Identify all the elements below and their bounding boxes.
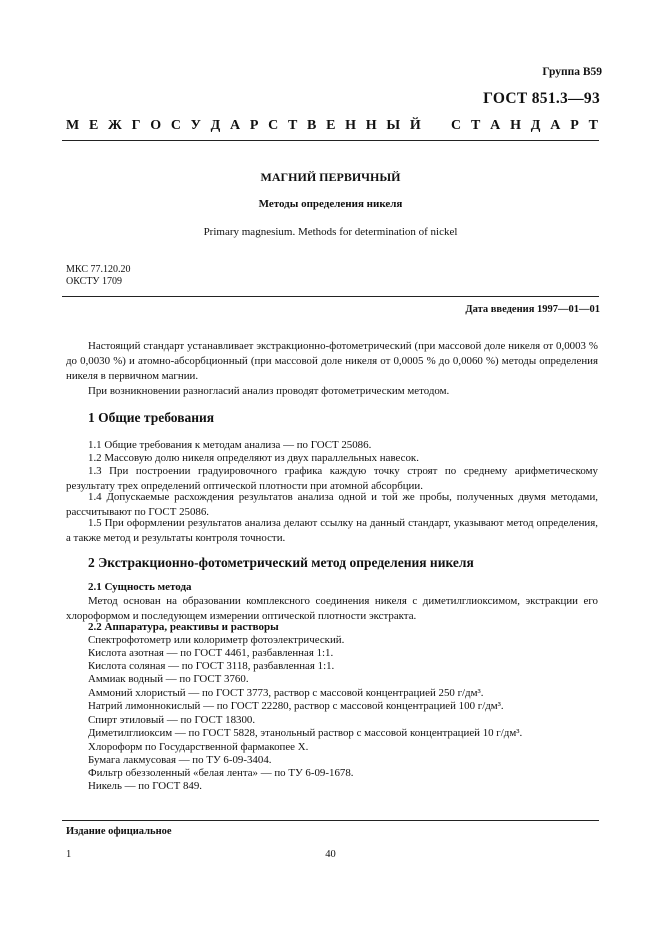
clause-2-2-heading: 2.2 Аппаратура, реактивы и растворы <box>88 621 279 633</box>
banner-letter: О <box>150 118 162 133</box>
reagent-item: Аммиак водный — по ГОСТ 3760. <box>88 673 249 685</box>
intro-paragraph: Настоящий стандарт устанавливает экстракционно-фотометрический (при массовой доле никеля от 0,0003 % до 0,0030 %) и атомно-абсорбционный (при массовой доле никеля от 0,0005 % до 0,0060 %) методы определения никеля в первичном магнии. <box>66 340 598 382</box>
banner-letter: Ы <box>386 118 401 133</box>
top-divider <box>62 140 599 141</box>
okstu-code: ОКСТУ 1709 <box>66 276 123 287</box>
banner-letter: Д <box>210 118 221 133</box>
banner-letter: Ж <box>108 118 122 133</box>
banner-letter: Н <box>345 118 357 133</box>
banner-letter: А <box>490 118 501 133</box>
reagent-item: Спектрофотометр или колориметр фотоэлектрический. <box>88 634 345 646</box>
clause-1-1: 1.1 Общие требования к методам анализа — по ГОСТ 25086. <box>88 439 372 451</box>
banner-letter: Т <box>588 118 598 133</box>
banner-letter: В <box>307 118 317 133</box>
footer-divider <box>62 820 599 821</box>
banner-letter: А <box>550 118 561 133</box>
banner-letter: С <box>268 118 279 133</box>
clause-1-5: 1.5 При оформлении результатов анализа делают ссылку на данный стандарт, указывают метод определения, а также метод и результаты контроля точности. <box>66 517 598 544</box>
clause-1-2: 1.2 Массовую долю никеля определяют из двух параллельных навесок. <box>88 452 419 464</box>
reagent-item: Бумага лакмусовая — по ТУ 6-09-3404. <box>88 754 272 766</box>
document-subtitle: Методы определения никеля <box>258 198 403 210</box>
english-title: Primary magnesium. Methods for determination of nickel <box>203 226 458 238</box>
banner-letter: С <box>170 118 181 133</box>
reagent-item: Аммоний хлористый — по ГОСТ 3773, раствор с массовой концентрацией 250 г/дм³. <box>88 687 484 699</box>
interstate-standard-banner <box>66 118 598 134</box>
banner-word-standard <box>451 118 598 134</box>
banner-letter: Т <box>470 118 481 133</box>
section-1-heading: 1 Общие требования <box>88 410 215 425</box>
banner-letter: Т <box>287 118 298 133</box>
reagent-item: Спирт этиловый — по ГОСТ 18300. <box>88 714 256 726</box>
gost-number: ГОСТ 851.3—93 <box>483 90 600 107</box>
clause-2-1-heading: 2.1 Сущность метода <box>88 581 192 593</box>
banner-letter: У <box>190 118 201 133</box>
reagent-item: Хлороформ по Государственной фармакопее X. <box>88 741 309 753</box>
clause-1-3: 1.3 При построении градуировочного графика каждую точку строят по среднему арифметическому результату трех определений оптической плотности при атомной абсорбции. <box>66 465 598 492</box>
group-label: Группа В59 <box>542 66 602 78</box>
reagent-item: Кислота соляная — по ГОСТ 3118, разбавленная 1:1. <box>88 660 335 672</box>
banner-letter: Г <box>131 118 141 133</box>
reagent-item: Диметилглиоксим — по ГОСТ 5828, этанольный раствор с массовой концентрацией 10 г/дм³. <box>88 727 523 739</box>
reagent-item: Никель — по ГОСТ 849. <box>88 780 203 792</box>
banner-letter: Д <box>530 118 541 133</box>
reagent-item: Натрий лимоннокислый — по ГОСТ 22280, раствор с массовой концентрацией 100 г/дм³. <box>88 700 504 712</box>
banner-letter: Р <box>249 118 259 133</box>
banner-letter: Е <box>88 118 99 133</box>
banner-letter: М <box>66 118 80 133</box>
banner-letter: А <box>230 118 241 133</box>
page-marker: 1 <box>66 849 72 860</box>
document-title: МАГНИЙ ПЕРВИЧНЫЙ <box>260 170 401 184</box>
clause-2-1-text: Метод основан на образовании комплексного соединения никеля с диметилглиоксимом, экстракции его хлороформом и последующем измерении оптической плотности экстракта. <box>66 595 598 622</box>
banner-letter: Й <box>409 118 421 133</box>
banner-letter: Н <box>365 118 377 133</box>
banner-letter: Р <box>570 118 579 133</box>
reagent-item: Кислота азотная — по ГОСТ 4461, разбавленная 1:1. <box>88 647 334 659</box>
page-number: 40 <box>325 849 336 860</box>
banner-letter: Е <box>326 118 336 133</box>
date-divider <box>62 296 599 297</box>
banner-word-interstate <box>66 118 421 134</box>
section-2-heading: 2 Экстракционно-фотометрический метод определения никеля <box>88 555 474 570</box>
banner-letter: Н <box>510 118 521 133</box>
reagent-item: Фильтр обеззоленный «белая лента» — по ТУ 6-09-1678. <box>88 767 354 779</box>
banner-letter: С <box>451 118 462 133</box>
clause-1-4: 1.4 Допускаемые расхождения результатов анализа одной и той же пробы, полученных двумя методами, рассчитывают по ГОСТ 25086. <box>66 491 598 518</box>
intro-paragraph-disputes: При возникновении разногласий анализ проводят фотометрическим методом. <box>88 385 450 397</box>
mks-code: МКС 77.120.20 <box>66 264 131 275</box>
introduction-date: Дата введения 1997—01—01 <box>465 304 600 315</box>
official-edition-label: Издание официальное <box>66 826 172 837</box>
